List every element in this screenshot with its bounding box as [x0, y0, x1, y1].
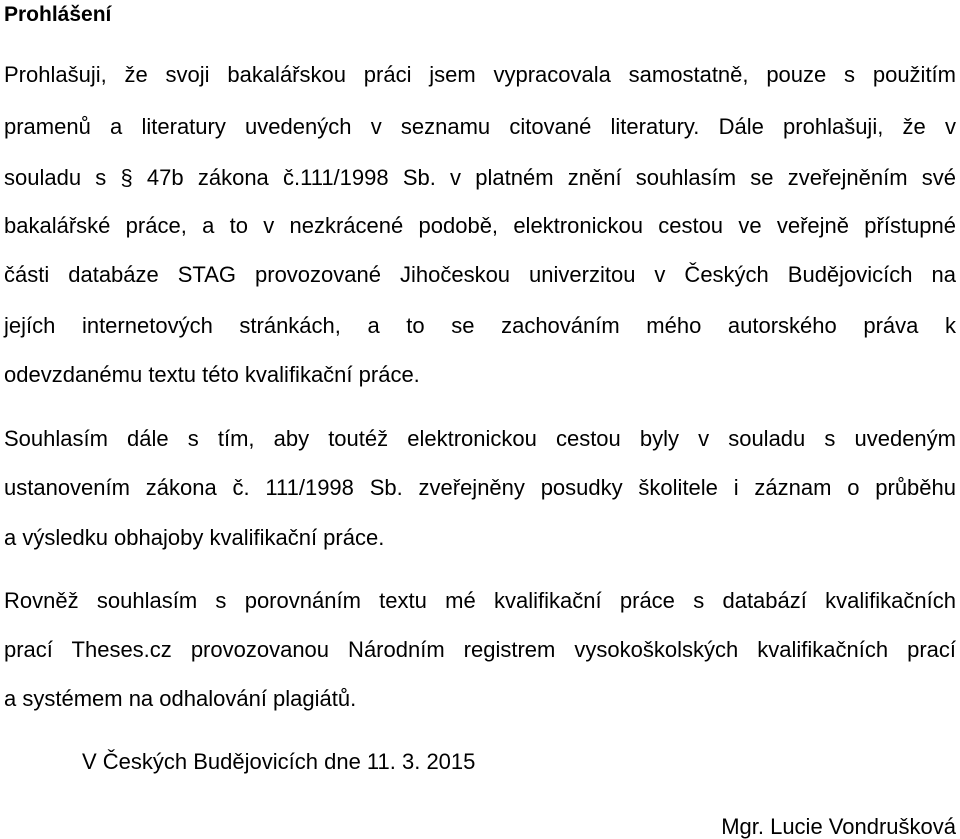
paragraph-1-line-4: bakalářské práce, a to v nezkrácené podobě, elektronickou cestou ve veřejně přístupné [4, 213, 956, 238]
paragraph-3-line-2: prací Theses.cz provozovanou Národním registrem vysokoškolských kvalifikačních prací [4, 637, 956, 662]
paragraph-1-line-3: souladu s § 47b zákona č.111/1998 Sb. v platném znění souhlasím se zveřejněním své [4, 165, 956, 190]
paragraph-2-line-1: Souhlasím dále s tím, aby toutéž elektronickou cestou byly v souladu s uvedeným [4, 426, 956, 451]
place-and-date: V Českých Budějovicích dne 11. 3. 2015 [82, 749, 476, 774]
paragraph-2-line-2: ustanovením zákona č. 111/1998 Sb. zveřejněny posudky školitele i záznam o průběhu [4, 475, 956, 500]
paragraph-1-line-1: Prohlašuji, že svoji bakalářskou práci jsem vypracovala samostatně, pouze s použitím [4, 62, 956, 87]
paragraph-1-line-6: jejích internetových stránkách, a to se zachováním mého autorského práva k [4, 313, 956, 338]
paragraph-3-line-3: a systémem na odhalování plagiátů. [4, 686, 357, 711]
page-title: Prohlášení [4, 3, 112, 26]
paragraph-1-line-7: odevzdanému textu této kvalifikační práce. [4, 362, 420, 387]
author-signature: Mgr. Lucie Vondrušková [721, 814, 956, 839]
paragraph-3-line-1: Rovněž souhlasím s porovnáním textu mé kvalifikační práce s databází kvalifikačních [4, 588, 956, 613]
paragraph-1-line-2: pramenů a literatury uvedených v seznamu citované literatury. Dále prohlašuji, že v [4, 114, 956, 139]
paragraph-1-line-5: části databáze STAG provozované Jihočeskou univerzitou v Českých Budějovicích na [4, 262, 956, 287]
paragraph-2-line-3: a výsledku obhajoby kvalifikační práce. [4, 525, 385, 550]
